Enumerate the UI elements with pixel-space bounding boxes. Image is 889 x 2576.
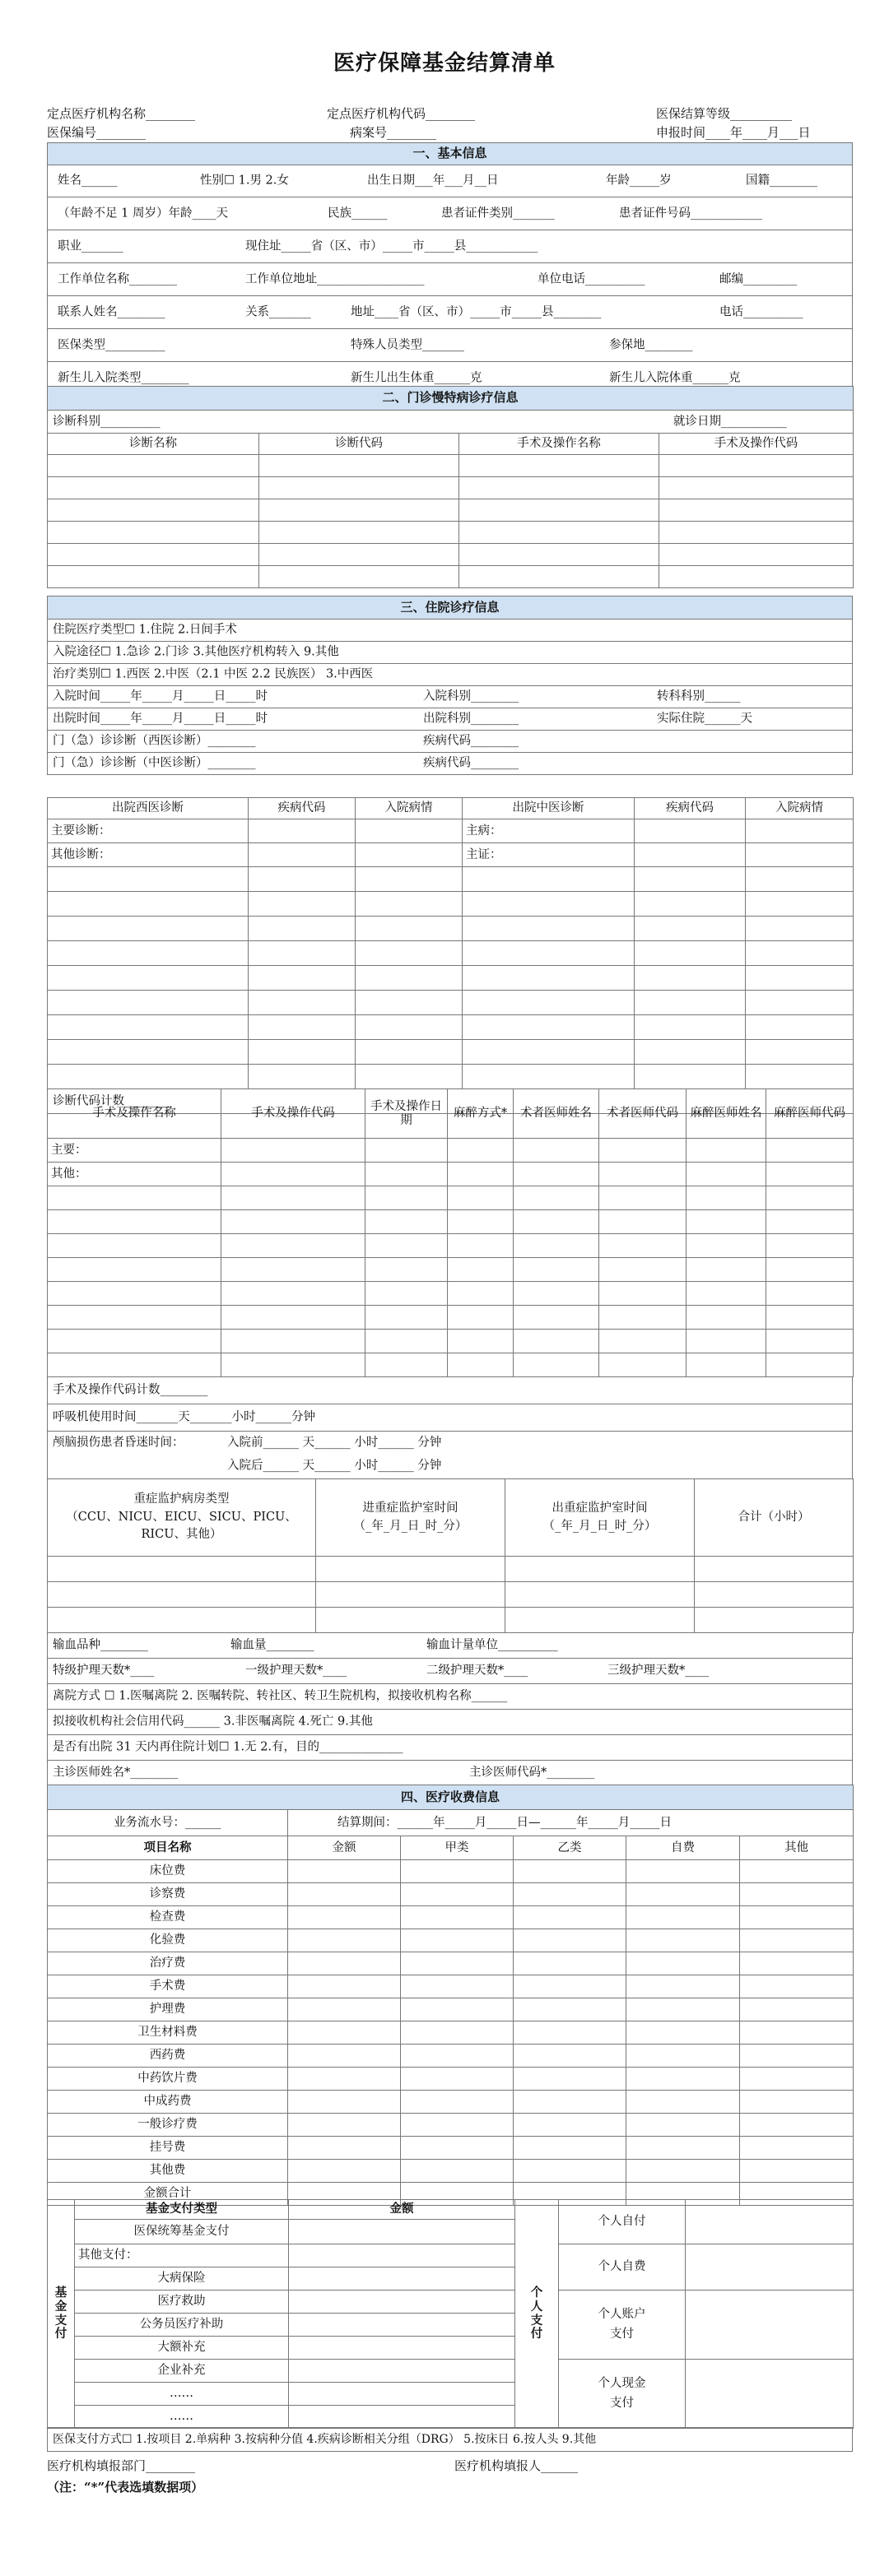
- col-item-name: 项目名称: [48, 1836, 288, 1860]
- gender-field[interactable]: 性别☐ 1.男 2.女: [200, 174, 289, 188]
- payment-method-field[interactable]: 医保支付方式☐ 1.按项目 2.单病种 3.按病种分值 4.疾病诊断相关分组（DRG） 5.按床日 6.按人头 9.其他: [53, 2432, 597, 2446]
- table-row: [48, 1557, 854, 1582]
- coma-pre-field[interactable]: 入院前______ 天______ 小时______ 分钟: [227, 1436, 442, 1450]
- table-row: [48, 2160, 854, 2183]
- phone-field[interactable]: 电话__________: [719, 305, 803, 319]
- personal-own-expense-label: 个人自费: [559, 2244, 686, 2291]
- table-row: [48, 1330, 854, 1353]
- icu-out-header: 出重症监护室时间 （_年_月_日_时_分）: [505, 1479, 695, 1557]
- col-tcm-code: 疾病代码: [635, 798, 746, 819]
- op-other-label: 其他：: [48, 1163, 221, 1186]
- table-row: [48, 1210, 854, 1234]
- fee-item-label: 手术费: [48, 1975, 288, 1998]
- col-anesthesia: 麻醉方式*: [448, 1089, 514, 1139]
- table-row: [48, 1139, 854, 1163]
- fee-item-label: 西药费: [48, 2045, 288, 2068]
- personal-self-pay-label: 个人自付: [559, 2200, 686, 2244]
- reporting-dept-field[interactable]: 医疗机构填报部门________: [47, 2458, 196, 2473]
- basic-row-1: [48, 165, 853, 197]
- main-disease-label: 主病：: [463, 819, 635, 843]
- col-tcm-condition: 入院病情: [746, 798, 854, 819]
- inpatient-type-field[interactable]: 住院医疗类型☐ 1.住院 2.日间手术: [53, 623, 237, 637]
- settle-period-field[interactable]: 结算期间：______年_____月_____日—______年_____月_____日: [337, 1816, 672, 1830]
- table-row: [48, 1883, 854, 1906]
- col-anesthetist-code: 麻醉医师代码: [766, 1089, 854, 1139]
- table-row: [48, 917, 854, 941]
- special-type-field[interactable]: 特殊人员类型_______: [351, 338, 464, 352]
- table-row: [48, 1163, 854, 1186]
- table-row: [48, 2045, 854, 2068]
- fee-total-label: 金额合计: [48, 2183, 288, 2206]
- table-row: [48, 1258, 854, 1282]
- insurance-no-field[interactable]: 医保编号________: [47, 125, 147, 140]
- col-op-code: 手术及操作代码: [221, 1089, 365, 1139]
- table-row: [48, 966, 854, 991]
- main-diagnosis-label: 主要诊断：: [48, 819, 249, 843]
- op-tcm-diag-field[interactable]: 门（急）诊诊断（中医诊断）________: [53, 756, 256, 770]
- table-row: [48, 1065, 854, 1089]
- icu-type-header: 重症监护病房类型 （CCU、NICU、EICU、SICU、PICU、 RICU、其他）: [48, 1479, 316, 1557]
- table-row: [48, 892, 854, 917]
- fee-item-label: 一般诊疗费: [48, 2114, 288, 2137]
- table-row: [48, 991, 854, 1015]
- transfusion-type-field[interactable]: 输血品种________: [53, 1638, 148, 1652]
- admission-route-field[interactable]: 入院途径☐ 1.急诊 2.门诊 3.其他医疗机构转入 9.其他: [53, 645, 339, 659]
- ethnicity-field[interactable]: 民族______: [328, 207, 388, 220]
- col-tcm-diag: 出院中医诊断: [463, 798, 635, 819]
- footnote: （注：“*”代表选填数据项）: [47, 2480, 204, 2495]
- table-row: [48, 1952, 854, 1975]
- fee-item-label: 卫生材料费: [48, 2021, 288, 2045]
- inpatient-misc-table: [47, 1376, 853, 1479]
- op-main-label: 主要：: [48, 1139, 221, 1163]
- id-no-field[interactable]: 患者证件号码____________: [619, 207, 762, 220]
- id-type-field[interactable]: 患者证件类别_______: [441, 207, 555, 220]
- infant-age-field[interactable]: （年龄不足 1 周岁）年龄____天: [58, 207, 228, 220]
- section-inpatient-title: 三、住院诊疗信息: [48, 596, 853, 620]
- table-row: [48, 2021, 854, 2045]
- fee-item-label: 其他费: [48, 2160, 288, 2183]
- table-row: [48, 867, 854, 892]
- fund-row-label: 企业补充: [75, 2360, 289, 2383]
- personal-account-label: 个人账户 支付: [559, 2291, 686, 2360]
- insurance-type-field[interactable]: 医保类型__________: [58, 338, 165, 352]
- col-west-code: 疾病代码: [249, 798, 356, 819]
- op-count-field[interactable]: 手术及操作代码计数________: [53, 1383, 208, 1397]
- table-row: [48, 1582, 854, 1608]
- section-fees-title: 四、医疗收费信息: [48, 1785, 854, 1810]
- admission-dept-field[interactable]: 入院科别________: [423, 689, 519, 703]
- col-surgeon-code: 术者医师代码: [599, 1089, 687, 1139]
- fee-item-label: 中药饮片费: [48, 2068, 288, 2091]
- inpatient-end-table: [47, 1632, 853, 1785]
- table-row: [48, 1015, 854, 1040]
- fund-row-label: 其他支付：: [75, 2244, 289, 2267]
- col-class-a: 甲类: [401, 1836, 514, 1860]
- transfer-dept-field[interactable]: 转科科别______: [657, 689, 741, 703]
- occupation-field[interactable]: 职业_______: [58, 239, 123, 253]
- col-op-name: 手术及操作名称: [459, 434, 659, 455]
- col-self-pay: 自费: [626, 1836, 740, 1860]
- attending-doctor-field[interactable]: 主诊医师姓名*________: [53, 1766, 179, 1780]
- contact-field[interactable]: 联系人姓名________: [58, 305, 165, 319]
- institution-code-field[interactable]: 定点医疗机构代码________: [327, 106, 476, 121]
- col-anesthetist-name: 麻醉医师姓名: [687, 1089, 766, 1139]
- care-special-field[interactable]: 特级护理天数*____: [53, 1664, 155, 1678]
- discharge-method-field[interactable]: 离院方式 ☐ 1.医嘱离院 2. 医嘱转院、转社区、转卫生院机构，拟接收机构名称______: [53, 1689, 508, 1703]
- report-time-field[interactable]: 申报时间____年____月___日: [656, 125, 811, 140]
- table-row: [48, 2068, 854, 2091]
- table-row: [48, 843, 854, 867]
- care-level3-field[interactable]: 三级护理天数*____: [607, 1664, 710, 1678]
- fee-item-label: 护理费: [48, 1998, 288, 2021]
- icu-table: [47, 1478, 854, 1633]
- table-row: [48, 455, 854, 477]
- table-row: [48, 2137, 854, 2160]
- table-row: [48, 941, 854, 966]
- payment-method-table: [47, 2427, 853, 2452]
- discharge-method-field-2[interactable]: 拟接收机构社会信用代码______ 3.非医嘱离院 4.死亡 9.其他: [53, 1715, 373, 1729]
- col-diag-code: 诊断代码: [259, 434, 459, 455]
- relation-field[interactable]: 关系_______: [245, 305, 311, 319]
- inpatient-info-table: [47, 596, 853, 775]
- table-row: [48, 1186, 854, 1210]
- coma-label: 颅脑损伤患者昏迷时间：: [53, 1436, 184, 1450]
- employer-addr-field[interactable]: 工作单位地址__________________: [245, 272, 425, 286]
- diag-count-field[interactable]: 诊断代码计数________: [53, 1094, 172, 1108]
- fund-payment-label: 基金支付: [48, 2200, 75, 2429]
- transfusion-unit-field[interactable]: 输血计量单位__________: [426, 1638, 558, 1652]
- other-diagnosis-label: 其他诊断：: [48, 843, 249, 867]
- col-amount: 金额: [288, 1836, 401, 1860]
- care-level1-field[interactable]: 一级护理天数*____: [245, 1664, 347, 1678]
- table-row: [48, 1906, 854, 1929]
- basic-row-2: [48, 197, 853, 230]
- fee-item-label: 诊察费: [48, 1883, 288, 1906]
- table-row: [48, 1975, 854, 1998]
- table-row: [48, 1998, 854, 2021]
- table-row: [48, 566, 854, 588]
- fund-row-label: 医疗救助: [75, 2291, 289, 2314]
- fund-row-label: 大病保险: [75, 2267, 289, 2291]
- op-west-code-field[interactable]: 疾病代码________: [423, 734, 519, 748]
- table-row: [48, 1306, 854, 1330]
- outpatient-table: [47, 386, 854, 588]
- table-row: [48, 1282, 854, 1306]
- record-no-field[interactable]: 病案号________: [350, 125, 437, 140]
- ventilator-field[interactable]: 呼吸机使用时间_______天_______小时______分钟: [53, 1410, 315, 1424]
- postcode-field[interactable]: 邮编_________: [719, 272, 798, 286]
- table-row: [48, 522, 854, 544]
- col-diag-name: 诊断名称: [48, 434, 259, 455]
- fund-type-header: 基金支付类型: [75, 2200, 289, 2220]
- basic-row-5: [48, 296, 853, 329]
- serial-no-field[interactable]: 业务流水号：______: [114, 1816, 221, 1830]
- icu-in-header: 进重症监护室时间 （_年_月_日_时_分）: [316, 1479, 505, 1557]
- operations-table: [47, 1088, 854, 1377]
- fund-amount-header: 金额: [289, 2200, 515, 2220]
- table-row: [48, 1040, 854, 1065]
- form-title: 医疗保障基金结算清单: [333, 51, 556, 76]
- discharge-diagnosis-table: [47, 797, 854, 1114]
- op-west-diag-field[interactable]: 门（急）诊诊断（西医诊断）________: [53, 734, 256, 748]
- personal-payment-label: 个人支付: [515, 2200, 559, 2429]
- name-field[interactable]: 姓名______: [58, 174, 118, 188]
- table-row: [48, 2114, 854, 2137]
- fee-item-label: 化验费: [48, 1929, 288, 1952]
- basic-row-4: [48, 263, 853, 296]
- fund-row-label: ……: [75, 2383, 289, 2406]
- outpatient-date-field[interactable]: 就诊日期___________: [673, 415, 787, 429]
- birth-field[interactable]: 出生日期___年___月__日: [367, 174, 499, 188]
- main-syndrome-label: 主证：: [463, 843, 635, 867]
- settle-level-field[interactable]: 医保结算等级__________: [656, 106, 793, 121]
- basic-info-table: [47, 142, 853, 395]
- col-class-b: 乙类: [514, 1836, 626, 1860]
- fund-row-label: 医保统筹基金支付: [75, 2220, 289, 2244]
- col-west-condition: 入院病情: [356, 798, 463, 819]
- col-other: 其他: [740, 1836, 854, 1860]
- fund-row-label: 公务员医疗补助: [75, 2314, 289, 2337]
- op-tcm-code-field[interactable]: 疾病代码________: [423, 756, 519, 770]
- col-west-diag: 出院西医诊断: [48, 798, 249, 819]
- col-surgeon-name: 术者医师姓名: [514, 1089, 599, 1139]
- col-op-date: 手术及操作日期: [365, 1089, 448, 1139]
- employer-field[interactable]: 工作单位名称________: [58, 272, 177, 286]
- reporter-field[interactable]: 医疗机构填报人______: [454, 2458, 579, 2473]
- newborn-type-field[interactable]: 新生儿入院类型________: [58, 371, 189, 385]
- table-row: [48, 1929, 854, 1952]
- care-level2-field[interactable]: 二级护理天数*____: [426, 1664, 528, 1678]
- personal-cash-label: 个人现金 支付: [559, 2360, 686, 2429]
- icu-total-header: 合计（小时）: [695, 1479, 854, 1557]
- insured-place-field[interactable]: 参保地________: [609, 338, 693, 352]
- treatment-type-field[interactable]: 治疗类别☐ 1.西医 2.中医（2.1 中医 2.2 民族医） 3.中西医: [53, 667, 374, 681]
- fee-item-label: 检查费: [48, 1906, 288, 1929]
- newborn-adm-weight-field[interactable]: 新生儿入院体重______克: [609, 371, 741, 385]
- newborn-weight-field[interactable]: 新生儿出生体重______克: [351, 371, 482, 385]
- age-field[interactable]: 年龄_____岁: [606, 174, 672, 188]
- fee-item-label: 中成药费: [48, 2091, 288, 2114]
- outpatient-info-row: [48, 411, 854, 434]
- discharge-time-field[interactable]: 出院时间_____年_____月_____日_____时: [53, 712, 268, 726]
- fee-item-label: 床位费: [48, 1860, 288, 1883]
- table-row: [48, 499, 854, 522]
- basic-row-6: [48, 329, 853, 362]
- contact-addr-field[interactable]: 地址____省（区、市）_____市_____县________: [351, 305, 602, 319]
- readmission-field[interactable]: 是否有出院 31 天内再住院计划☐ 1.无 2.有，目的______________: [53, 1740, 403, 1754]
- outpatient-dept-field[interactable]: 诊断科别__________: [53, 415, 161, 429]
- address-field[interactable]: 现住址_____省（区、市）_____市_____县____________: [245, 239, 538, 253]
- table-row: [48, 544, 854, 566]
- table-row: [48, 477, 854, 499]
- institution-name-field[interactable]: 定点医疗机构名称________: [47, 106, 196, 121]
- attending-doctor-code-field[interactable]: 主诊医师代码*________: [469, 1766, 595, 1780]
- section-basic-title: 一、基本信息: [48, 143, 853, 165]
- table-row: [48, 819, 854, 843]
- fee-item-label: 挂号费: [48, 2137, 288, 2160]
- nationality-field[interactable]: 国籍________: [746, 174, 817, 188]
- fund-row-label: 大额补充: [75, 2337, 289, 2360]
- table-row: [48, 2091, 854, 2114]
- col-op-code: 手术及操作代码: [659, 434, 854, 455]
- employer-phone-field[interactable]: 单位电话__________: [538, 272, 645, 286]
- table-row: [48, 1860, 854, 1883]
- coma-post-field[interactable]: 入院后______ 天______ 小时______ 分钟: [227, 1459, 442, 1473]
- table-row: [48, 1353, 854, 1377]
- transfusion-amount-field[interactable]: 输血量________: [230, 1638, 314, 1652]
- table-row: [48, 1608, 854, 1633]
- payment-table: [47, 2199, 854, 2429]
- fees-table: [47, 1785, 854, 2206]
- section-outpatient-title: 二、门诊慢特病诊疗信息: [48, 387, 854, 411]
- basic-row-3: [48, 230, 853, 263]
- discharge-dept-field[interactable]: 出院科别________: [423, 712, 519, 726]
- fund-row-label: ……: [75, 2406, 289, 2429]
- table-row: [48, 1234, 854, 1258]
- actual-days-field[interactable]: 实际住院______天: [657, 712, 752, 726]
- fee-item-label: 治疗费: [48, 1952, 288, 1975]
- admission-time-field[interactable]: 入院时间_____年_____月_____日_____时: [53, 689, 268, 703]
- col-op-name: 手术及操作名称: [48, 1089, 221, 1139]
